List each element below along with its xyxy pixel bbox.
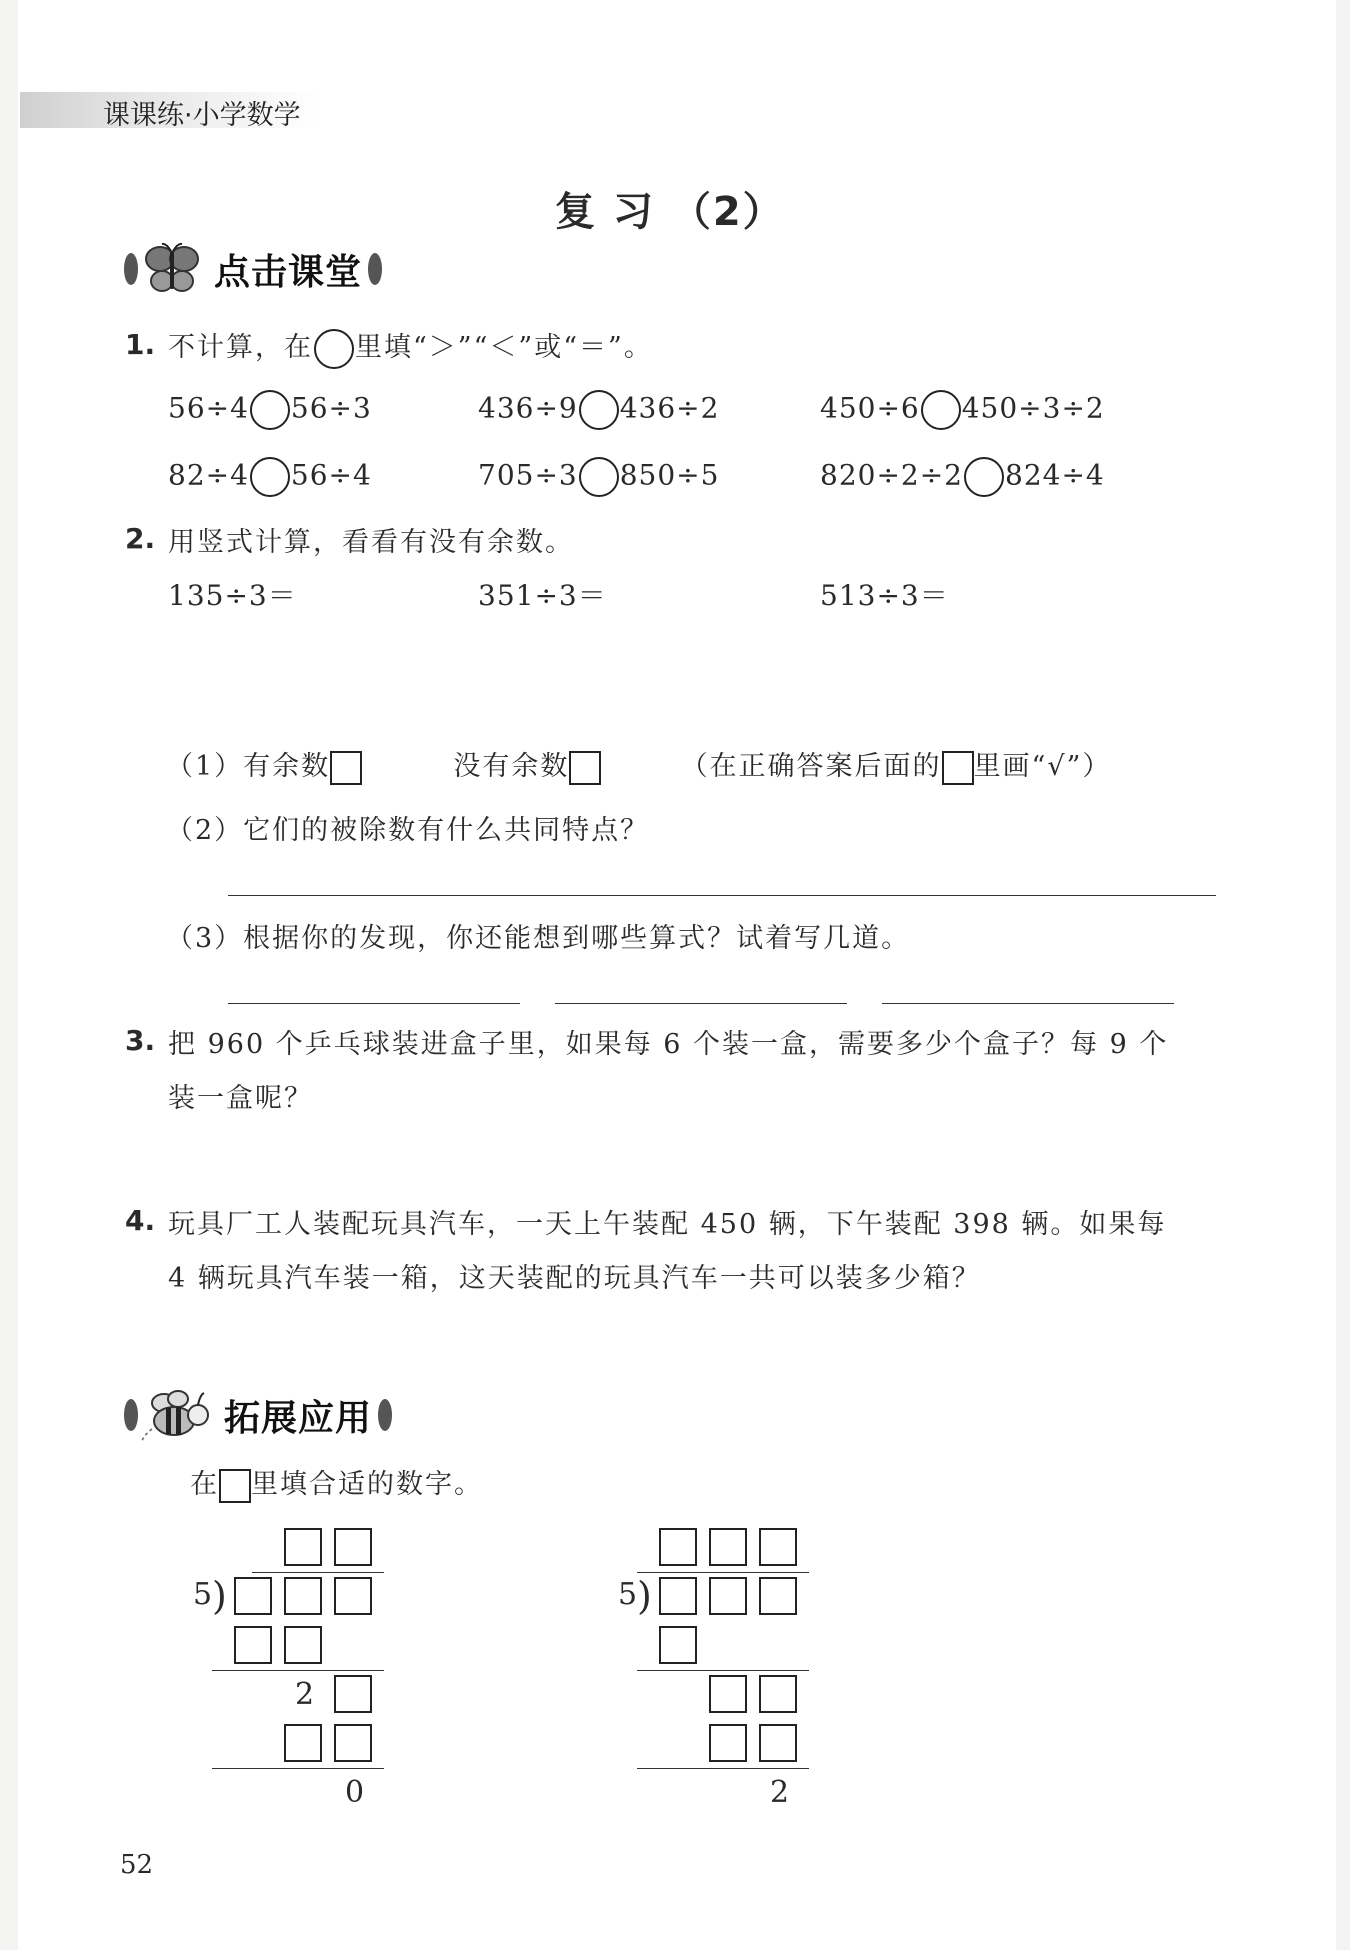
digit-box[interactable] (334, 1675, 372, 1713)
banner-left-cap (124, 1399, 138, 1431)
answer-line[interactable] (228, 1003, 520, 1004)
banner-left-cap (124, 253, 138, 285)
division-bar (637, 1572, 809, 1573)
q1-left-expr: 450÷6 (820, 391, 920, 425)
q1-right-expr: 56÷4 (290, 458, 372, 492)
subtraction-line (212, 1670, 384, 1671)
q3-line1: 把 960 个乒乓球装进盒子里，如果每 6 个装一盒，需要多少个盒子？每 9 个 (168, 1029, 1169, 1060)
q1-compare-2 (478, 390, 719, 430)
q1-left-expr: 820÷2÷2 (820, 458, 963, 492)
q1-compare-1 (168, 390, 372, 430)
q1-compare-3 (820, 390, 1105, 430)
q2-number: 2. (125, 522, 156, 555)
ext-prompt-part-a: 在 (190, 1469, 219, 1500)
square-symbol (942, 751, 974, 785)
digit-box[interactable] (659, 1528, 697, 1566)
subtraction-line (637, 1768, 809, 1769)
digit-box[interactable] (334, 1724, 372, 1762)
q1-left-expr: 56÷4 (168, 391, 249, 425)
subtraction-line (637, 1670, 809, 1671)
q2-expr-3: 513÷3＝ (820, 579, 949, 612)
q1-prompt-part-a: 不计算，在 (168, 332, 313, 363)
ext-prompt-part-b: 里填合适的数字。 (251, 1469, 483, 1500)
known-digit: 2 (295, 1677, 315, 1712)
digit-box[interactable] (284, 1724, 322, 1762)
banner-right-cap (378, 1399, 392, 1431)
digit-box[interactable] (659, 1577, 697, 1615)
digit-box[interactable] (759, 1724, 797, 1762)
compare-circle[interactable] (250, 390, 290, 430)
q1-right-expr: 850÷5 (619, 458, 720, 492)
digit-box[interactable] (759, 1675, 797, 1713)
divisor: 5 (193, 1577, 213, 1612)
remainder: 0 (345, 1775, 365, 1810)
section-banner-click-class (124, 246, 382, 292)
q1-left-expr: 705÷3 (478, 458, 578, 492)
section-banner-extension (124, 1392, 392, 1438)
division-bracket: ) (637, 1574, 652, 1618)
compare-circle[interactable] (250, 457, 290, 497)
q1-right-expr: 56÷3 (290, 391, 372, 425)
answer-line[interactable] (555, 1003, 847, 1004)
digit-box[interactable] (709, 1528, 747, 1566)
answer-line[interactable] (228, 895, 1216, 896)
digit-box[interactable] (284, 1577, 322, 1615)
q1-compare-6 (820, 457, 1105, 497)
q2-sub1-no-remainder: 没有余数 (453, 751, 570, 782)
q4-number: 4. (125, 1204, 156, 1237)
q1-number: 1. (125, 328, 156, 361)
q2-expr-2: 351÷3＝ (478, 579, 607, 612)
q3-number: 3. (125, 1024, 156, 1057)
q1-prompt-part-b: 里填“＞”“＜”或“＝”。 (355, 332, 653, 363)
division-bracket: ) (212, 1574, 227, 1618)
digit-box[interactable] (709, 1724, 747, 1762)
q1-right-expr: 436÷2 (619, 391, 720, 425)
header-title: 课课练·小学数学 (103, 100, 301, 131)
q1-left-expr: 82÷4 (168, 458, 249, 492)
q1-compare-4 (168, 457, 372, 497)
page-title: 复 习 （2） (555, 189, 785, 235)
digit-box[interactable] (759, 1528, 797, 1566)
q4-line2: 4 辆玩具汽车装一箱，这天装配的玩具汽车一共可以装多少箱？ (168, 1263, 981, 1294)
remainder: 2 (770, 1775, 790, 1810)
q2-sub1-note-a: （在正确答案后面的 (680, 751, 942, 782)
digit-box[interactable] (709, 1675, 747, 1713)
subtraction-line (212, 1768, 384, 1769)
answer-box-has-remainder[interactable] (330, 751, 362, 785)
digit-box[interactable] (709, 1577, 747, 1615)
answer-box-no-remainder[interactable] (569, 751, 601, 785)
digit-box[interactable] (334, 1528, 372, 1566)
q2-sub3: （3）根据你的发现，你还能想到哪些算式？试着写几道。 (166, 923, 911, 954)
digit-box[interactable] (284, 1626, 322, 1664)
q2-sub1-has-remainder: （1）有余数 (166, 751, 331, 782)
butterfly-icon (138, 241, 208, 297)
compare-circle[interactable] (579, 390, 619, 430)
compare-circle[interactable] (964, 457, 1004, 497)
bee-icon (138, 1385, 218, 1445)
square-symbol (219, 1469, 251, 1503)
q4-line1: 玩具厂工人装配玩具汽车，一天上午装配 450 辆，下午装配 398 辆。如果每 (168, 1209, 1167, 1240)
q2-expr-1: 135÷3＝ (168, 579, 297, 612)
answer-line[interactable] (882, 1003, 1174, 1004)
banner-right-cap (368, 253, 382, 285)
q1-prompt (168, 325, 653, 369)
q2-sub2: （2）它们的被除数有什么共同特点？ (166, 815, 650, 846)
q2-prompt: 用竖式计算，看看有没有余数。 (168, 527, 574, 558)
digit-box[interactable] (659, 1626, 697, 1664)
ext-prompt (190, 1462, 483, 1503)
section-1-label: 点击课堂 (214, 251, 363, 293)
q2-sub1 (166, 744, 1111, 785)
digit-box[interactable] (234, 1577, 272, 1615)
q1-right-expr: 824÷4 (1005, 458, 1105, 492)
q3-line2: 装一盒呢？ (168, 1083, 313, 1114)
division-bar (252, 1572, 384, 1573)
section-2-label: 拓展应用 (224, 1397, 373, 1439)
circle-symbol (314, 329, 354, 369)
digit-box[interactable] (284, 1528, 322, 1566)
q1-compare-5 (478, 457, 719, 497)
digit-box[interactable] (234, 1626, 272, 1664)
divisor: 5 (618, 1577, 638, 1612)
compare-circle[interactable] (579, 457, 619, 497)
q1-right-expr: 450÷3÷2 (961, 391, 1105, 425)
q1-left-expr: 436÷9 (478, 391, 578, 425)
q2-sub1-note-b: 里画“√”） (973, 751, 1112, 782)
digit-box[interactable] (334, 1577, 372, 1615)
page-number: 52 (120, 1850, 154, 1880)
compare-circle[interactable] (921, 390, 961, 430)
digit-box[interactable] (759, 1577, 797, 1615)
